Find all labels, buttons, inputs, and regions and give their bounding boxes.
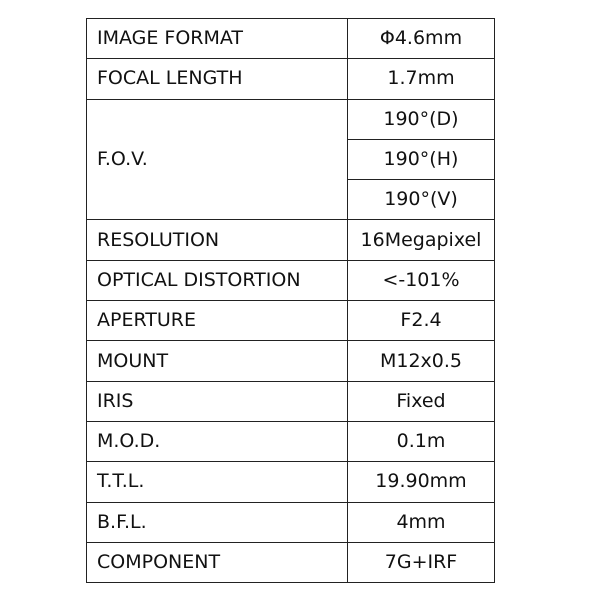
spec-value: F2.4 [348, 301, 495, 341]
spec-label: F.O.V. [87, 99, 348, 220]
spec-label: FOCAL LENGTH [87, 59, 348, 99]
spec-value: 7G+IRF [348, 542, 495, 582]
spec-label: T.T.L. [87, 462, 348, 502]
spec-label: IRIS [87, 381, 348, 421]
spec-value: 19.90mm [348, 462, 495, 502]
spec-label: APERTURE [87, 301, 348, 341]
table-row [87, 220, 495, 260]
table-row [87, 99, 495, 139]
spec-value: 1.7mm [348, 59, 495, 99]
table-row [87, 341, 495, 381]
spec-value: 16Megapixel [348, 220, 495, 260]
table-row [87, 462, 495, 502]
spec-label: OPTICAL DISTORTION [87, 260, 348, 300]
spec-value: M12x0.5 [348, 341, 495, 381]
table-row [87, 301, 495, 341]
table-row [87, 59, 495, 99]
spec-label: COMPONENT [87, 542, 348, 582]
table-row [87, 260, 495, 300]
spec-value: 4mm [348, 502, 495, 542]
table-row [87, 19, 495, 59]
table-row [87, 381, 495, 421]
spec-value: 190°(D) [348, 99, 495, 139]
spec-label: IMAGE FORMAT [87, 19, 348, 59]
spec-label: RESOLUTION [87, 220, 348, 260]
table-row [87, 542, 495, 582]
spec-value: Fixed [348, 381, 495, 421]
spec-label: B.F.L. [87, 502, 348, 542]
lens-spec-table [86, 18, 495, 583]
spec-label: MOUNT [87, 341, 348, 381]
table-row [87, 502, 495, 542]
spec-value: 0.1m [348, 421, 495, 461]
table-row [87, 421, 495, 461]
spec-value: 190°(V) [348, 180, 495, 220]
spec-label: M.O.D. [87, 421, 348, 461]
spec-value: 190°(H) [348, 139, 495, 179]
spec-value: Φ4.6mm [348, 19, 495, 59]
spec-value: <-101% [348, 260, 495, 300]
